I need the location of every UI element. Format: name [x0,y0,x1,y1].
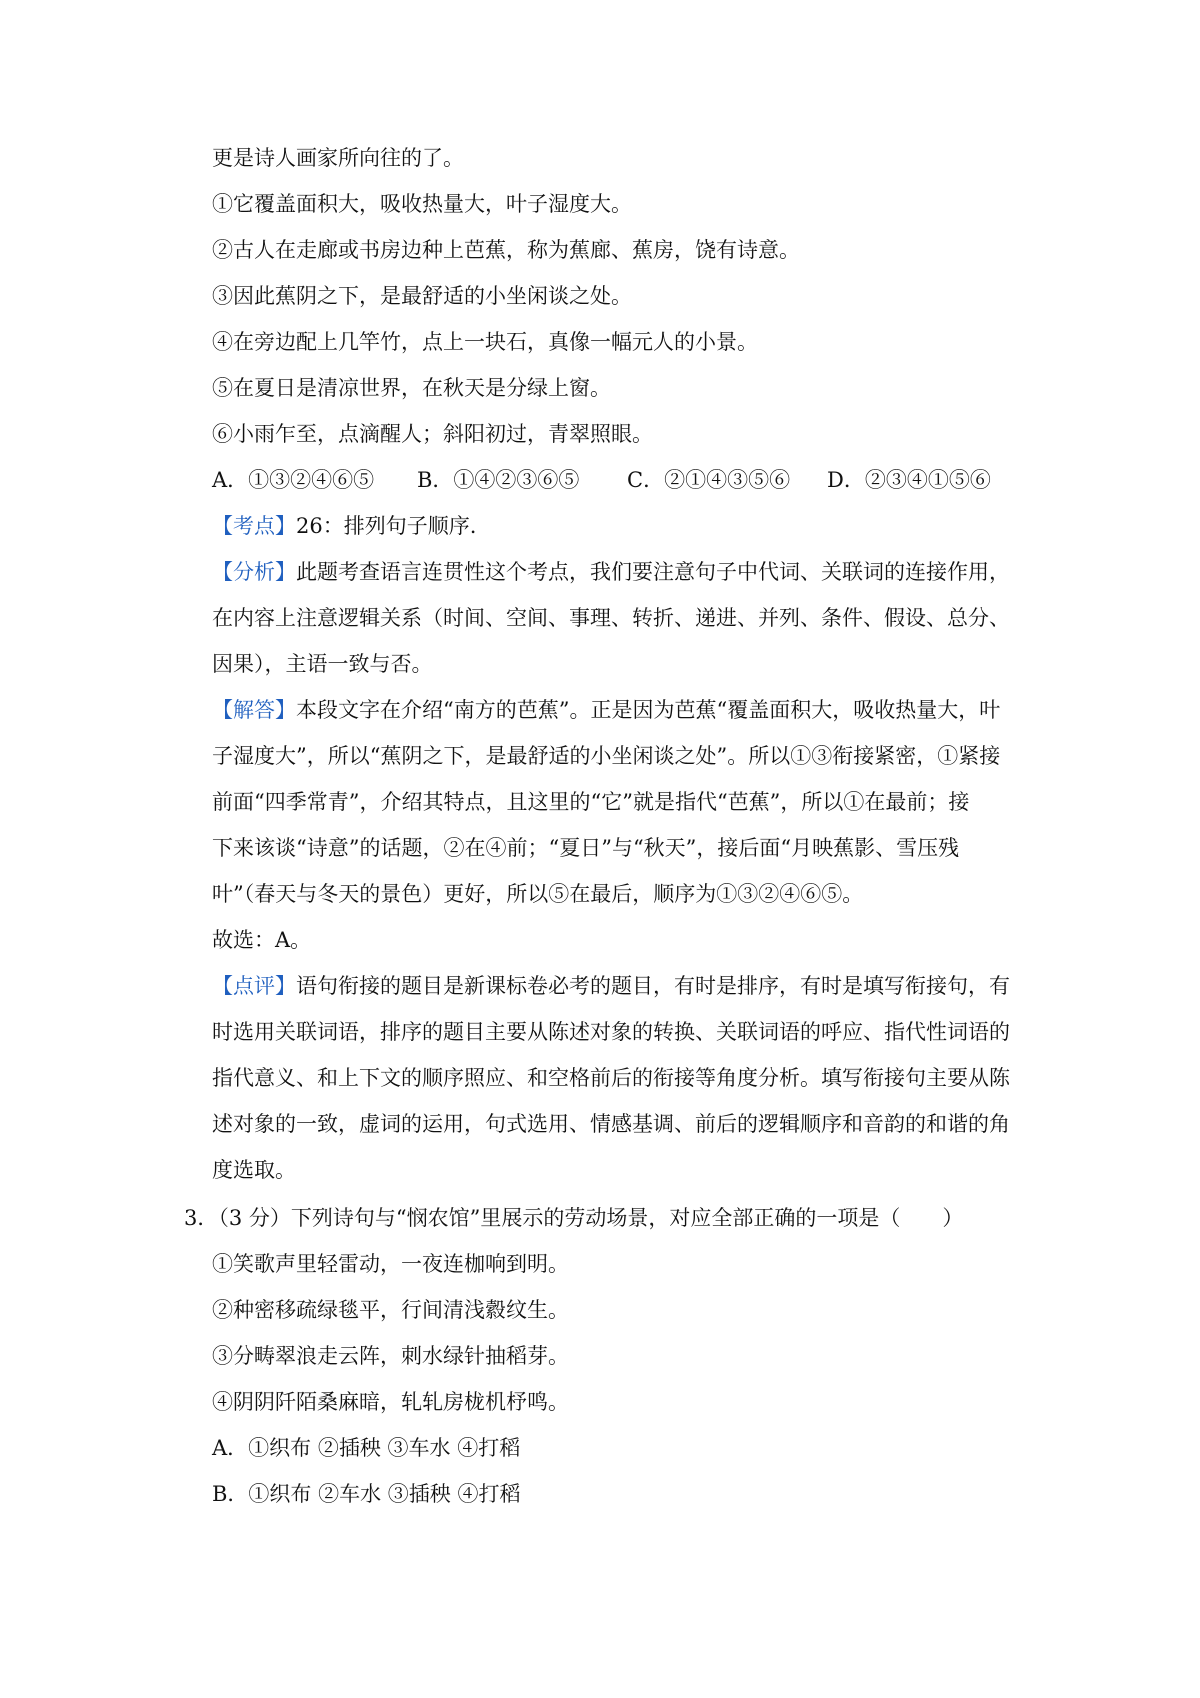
q2-dianping-line-2: 时选用关联词语，排序的题目主要从陈述对象的转换、关联词语的呼应、指代性词语的 [212,1020,1010,1044]
q3-poem-1: ①笑歌声里轻雷动，一夜连枷响到明。 [212,1252,569,1276]
q2-option-c: C．②①④③⑤⑥ [627,468,791,492]
q2-sentence-2: ②古人在走廊或书房边种上芭蕉，称为蕉廊、蕉房，饶有诗意。 [212,238,800,262]
q2-dianping-line-4: 述对象的一致，虚词的运用，句式选用、情感基调、前后的逻辑顺序和音韵的和谐的角 [212,1112,1010,1136]
dianping-tag: 【点评】 [212,974,296,998]
q2-jieda-line-1 [212,686,1032,734]
q2-sentence-4: ④在旁边配上几竿竹，点上一块石，真像一幅元人的小景。 [212,330,758,354]
q2-fenxi-line-3: 因果），主语一致与否。 [212,652,433,676]
q2-option-a: A．①③②④⑥⑤ [212,468,375,492]
q2-sentence-3: ③因此蕉阴之下，是最舒适的小坐闲谈之处。 [212,284,632,308]
q2-kaodian [212,502,1032,550]
q2-answer: 故选：A。 [212,928,312,952]
kaodian-text: 26：排列句子顺序. [296,514,477,538]
kaodian-tag: 【考点】 [212,514,296,538]
q3-option-a: A．①织布 ②插秧 ③车水 ④打稻 [212,1436,521,1460]
q2-sentence-5: ⑤在夏日是清凉世界，在秋天是分绿上窗。 [212,376,611,400]
fenxi-tag: 【分析】 [212,560,296,584]
q2-jieda-line-3: 前面“四季常青”，介绍其特点，且这里的“它”就是指代“芭蕉”，所以①在最前；接 [212,790,970,814]
q2-sentence-1: ①它覆盖面积大，吸收热量大，叶子湿度大。 [212,192,632,216]
q2-options [212,456,1032,504]
q3-stem: 3．（3 分）下列诗句与“悯农馆”里展示的劳动场景，对应全部正确的一项是（ ） [184,1206,964,1230]
q2-dianping-line-5: 度选取。 [212,1158,296,1182]
q2-dianping-line-3: 指代意义、和上下文的顺序照应、和空格前后的衔接等角度分析。填写衔接句主要从陈 [212,1066,1010,1090]
q2-sentence-6: ⑥小雨乍至，点滴醒人；斜阳初过，青翠照眼。 [212,422,653,446]
q2-fenxi-line-2: 在内容上注意逻辑关系（时间、空间、事理、转折、递进、并列、条件、假设、总分、 [212,606,1010,630]
q3-poem-2: ②种密移疏绿毯平，行间清浅縠纹生。 [212,1298,569,1322]
q2-jieda-line-5: 叶”（春天与冬天的景色）更好，所以⑤在最后，顺序为①③②④⑥⑤。 [212,882,864,906]
q2-dianping-line-1 [212,962,1032,1010]
q3-poem-4: ④阴阴阡陌桑麻暗，轧轧房栊机杼鸣。 [212,1390,569,1414]
dianping-text: 语句衔接的题目是新课标卷必考的题目，有时是排序，有时是填写衔接句，有 [296,974,1010,998]
jieda-text: 本段文字在介绍“南方的芭蕉”。正是因为芭蕉“覆盖面积大，吸收热量大，叶 [296,698,1001,722]
q2-fenxi-line-1 [212,548,1032,596]
q2-passage-tail: 更是诗人画家所向往的了。 [212,146,464,170]
q2-jieda-line-2: 子湿度大”，所以“蕉阴之下，是最舒适的小坐闲谈之处”。所以①③衔接紧密，①紧接 [212,744,1001,768]
q3-poem-3: ③分畴翠浪走云阵，刺水绿针抽稻芽。 [212,1344,569,1368]
q3-option-b: B．①织布 ②车水 ③插秧 ④打稻 [212,1482,521,1506]
q2-jieda-line-4: 下来该谈“诗意”的话题，②在④前；“夏日”与“秋天”，接后面“月映蕉影、雪压残 [212,836,960,860]
jieda-tag: 【解答】 [212,698,296,722]
fenxi-text: 此题考查语言连贯性这个考点，我们要注意句子中代词、关联词的连接作用， [296,560,1010,584]
q2-option-b: B．①④②③⑥⑤ [417,468,580,492]
q2-option-d: D．②③④①⑤⑥ [827,468,991,492]
